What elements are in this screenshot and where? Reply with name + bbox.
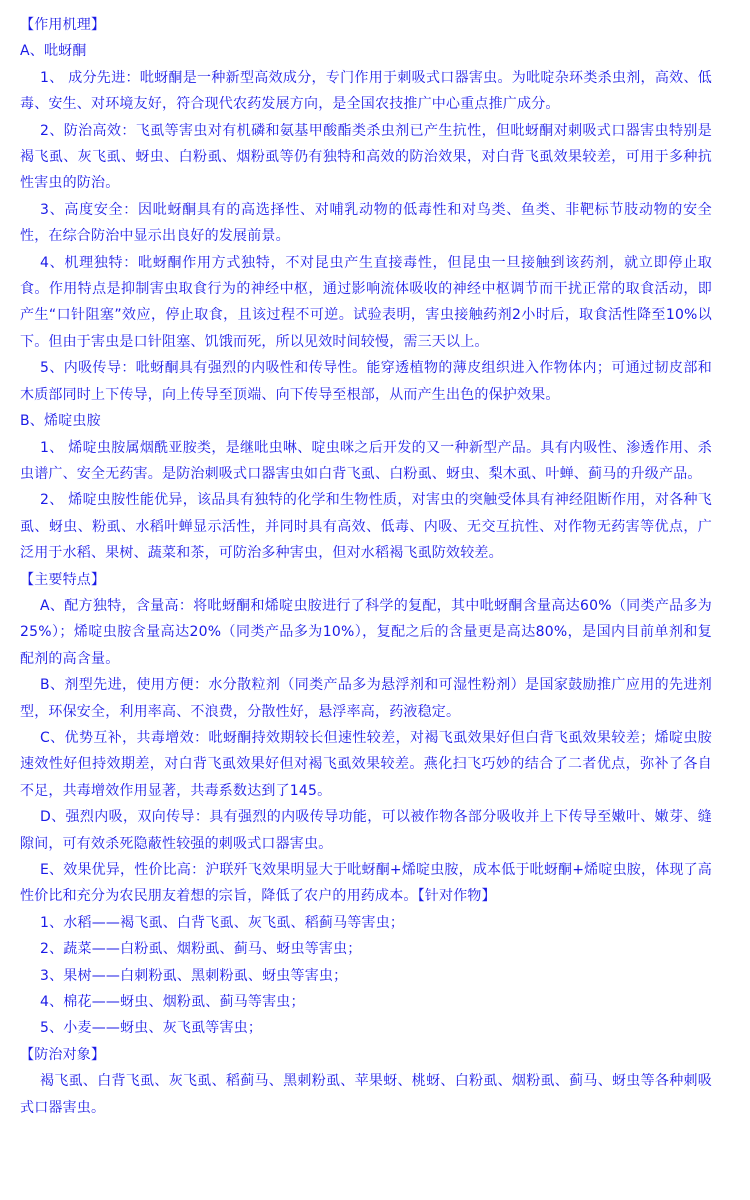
subsection-title-nitenpyram: B、烯啶虫胺: [20, 413, 101, 430]
paragraph-pymetrozine-1: 1、 成分先进：吡蚜酮是一种新型高效成分，专门作用于刺吸式口器害虫。为吡啶杂环类杀虫剂，高效、低毒、安生、对环境友好，符合现代农药发展方向，是全国农技推广中心重点推广成分。: [20, 69, 712, 113]
crop-list: [20, 910, 712, 1042]
paragraph-nitenpyram-2: 2、 烯啶虫胺性能优异，该品具有独特的化学和生物性质，对害虫的突触受体具有神经阻断作用，对各种飞虱、蚜虫、粉虱、水稻叶蝉显示活性，并同时具有高效、低毒、内吸、无交互抗性、对作物无药害等优点，广泛用于水稻、果树、蔬菜和茶，可防治多种害虫，但对水稻褐飞虱防效较差。: [20, 492, 712, 562]
paragraph-nitenpyram-1: 1、 烯啶虫胺属烟酰亚胺类，是继吡虫啉、啶虫咪之后开发的又一种新型产品。具有内吸性、渗透作用、杀虫谱广、安全无药害。是防治刺吸式口器害虫如白背飞虱、白粉虱、蚜虫、梨木虱、叶蝉、蓟马的升级产品。: [20, 439, 712, 482]
crop-item-vegetables: 2、蔬菜——白粉虱、烟粉虱、蓟马、蚜虫等害虫；: [40, 941, 362, 958]
crop-item-cotton: 4、棉花——蚜虫、烟粉虱、蓟马等害虫；: [40, 994, 305, 1011]
paragraph-pymetrozine-4: 4、机理独特：吡蚜酮作用方式独特，不对昆虫产生直接毒性，但昆虫一旦接触到该药剂，就立即停止取食。作用特点是抑制害虫取食行为的神经中枢，通过影响流体吸收的神经中枢调节而干扰正常的取食活动，即产生“口针阻塞”效应，停止取食，且该过程不可逆。试验表明，害虫接触药剂2小时后，取食活性降至10%以下。但由于害虫是口针阻塞、饥饿而死，所以见效时间较慢，需三天以上。: [20, 254, 712, 350]
section-heading-mechanism: 【作用机理】: [20, 17, 106, 33]
crop-item-wheat: 5、小麦——蚜虫、灰飞虱等害虫；: [40, 1020, 263, 1037]
section-heading-targets: 【防治对象】: [20, 1046, 106, 1063]
crop-item-fruit-trees: 3、果树——白刺粉虱、黑刺粉虱、蚜虫等害虫；: [40, 967, 348, 984]
paragraph-targets: 褐飞虱、白背飞虱、灰飞虱、稻蓟马、黑刺粉虱、苹果蚜、桃蚜、白粉虱、烟粉虱、蓟马、蚜虫等各种刺吸式口器害虫。: [20, 1073, 712, 1116]
paragraph-feature-c: C、优势互补，共毒增效：吡蚜酮持效期较长但速性较差，对褐飞虱效果好但白背飞虱效果较差；烯啶虫胺速效性好但持效期差，对白背飞虱效果好但对褐飞虱效果较差。燕化扫飞巧妙的结合了二者优点，弥补了各自不足，共毒增效作用显著，共毒系数达到了145。: [20, 729, 712, 799]
paragraph-pymetrozine-2: 2、防治高效：飞虱等害虫对有机磷和氨基甲酸酯类杀虫剂已产生抗性，但吡蚜酮对刺吸式口器害虫特别是褐飞虱、灰飞虱、蚜虫、白粉虱、烟粉虱等仍有独特和高效的防治效果，对白背飞虱效果较差，可用于多种抗性害虫的防治。: [20, 122, 712, 192]
crop-item-rice: 1、水稻——褐飞虱、白背飞虱、灰飞虱、稻蓟马等害虫；: [40, 914, 405, 931]
paragraph-feature-a: A、配方独特，含量高：将吡蚜酮和烯啶虫胺进行了科学的复配，其中吡蚜酮含量高达60%（同类产品多为25%）；烯啶虫胺含量高达20%（同类产品多为10%），复配之后的含量更是高达80%，是国内目前单剂和复配剂的高含量。: [20, 597, 712, 667]
paragraph-feature-d: D、强烈内吸，双向传导：具有强烈的内吸传导功能，可以被作物各部分吸收并上下传导至嫩叶、嫩芽、缝隙间，可有效杀死隐蔽性较强的刺吸式口器害虫。: [20, 809, 712, 852]
paragraph-feature-e: E、效果优异，性价比高：沪联歼飞效果明显大于吡蚜酮+烯啶虫胺，成本低于吡蚜酮+烯啶虫胺，体现了高性价比和充分为农民朋友着想的宗旨，降低了农户的用药成本。【针对作物】: [20, 862, 712, 905]
subsection-title-pymetrozine: A、吡蚜酮: [20, 43, 87, 60]
document-body: [20, 12, 712, 1121]
paragraph-feature-b: B、剂型先进，使用方便：水分散粒剂（同类产品多为悬浮剂和可湿性粉剂）是国家鼓励推广应用的先进剂型，环保安全，利用率高、不浪费，分散性好，悬浮率高，药液稳定。: [20, 677, 712, 720]
paragraph-pymetrozine-3: 3、高度安全：因吡蚜酮具有的高选择性、对哺乳动物的低毒性和对鸟类、鱼类、非靶标节肢动物的安全性，在综合防治中显示出良好的发展前景。: [20, 201, 712, 245]
paragraph-pymetrozine-5: 5、内吸传导：吡蚜酮具有强烈的内吸性和传导性。能穿透植物的薄皮组织进入作物体内；可通过韧皮部和木质部同时上下传导，向上传导至顶端、向下传导至根部，从而产生出色的保护效果。: [20, 360, 712, 403]
section-heading-features: 【主要特点】: [20, 571, 106, 588]
